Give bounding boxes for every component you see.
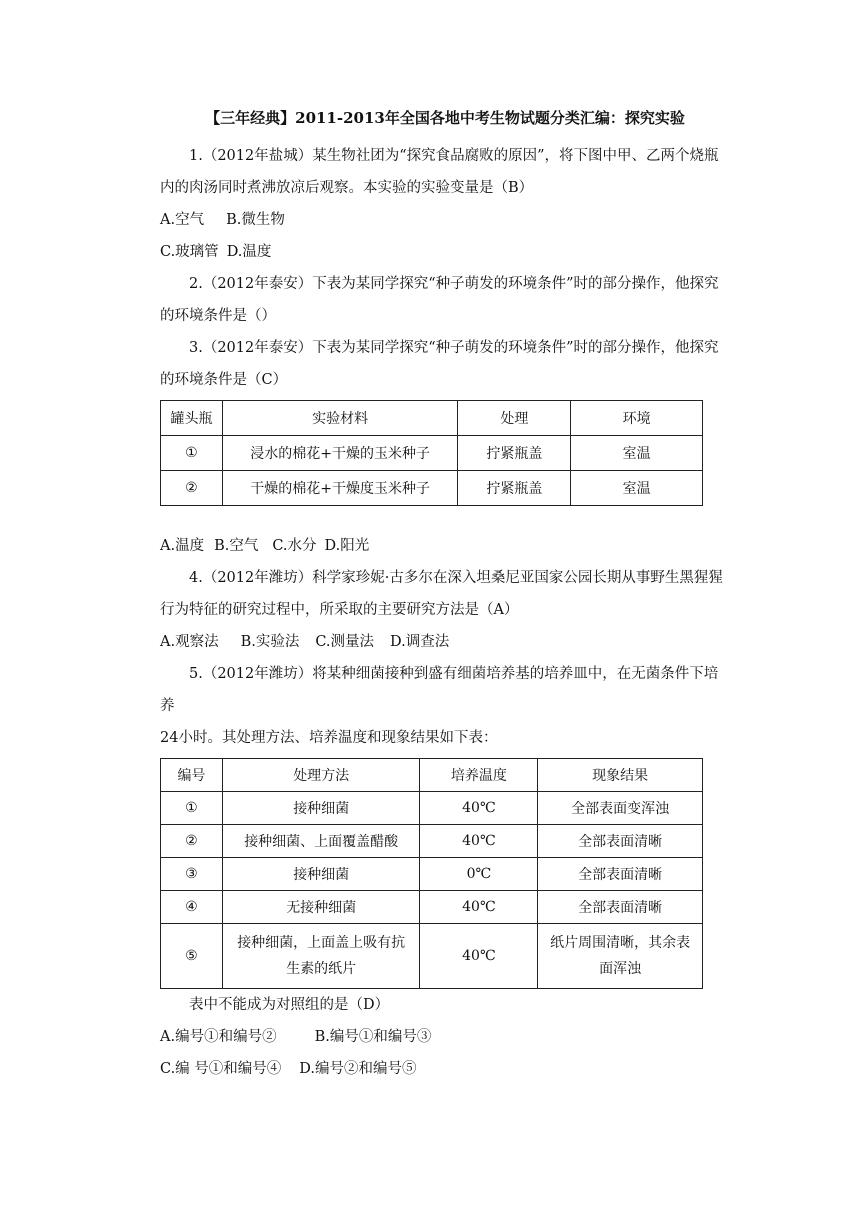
q3-stem-line1: 3.（2012年泰安）下表为某同学探究“种子萌发的环境条件”时的部分操作，他探究 (189, 340, 719, 356)
q5-options-ab (160, 1021, 730, 1053)
q1-options-cd (160, 236, 730, 268)
table-cell: 拧紧瓶盖 (458, 471, 571, 506)
q1-stem-line1: 1.（2012年盐城）某生物社团为“探究食品腐败的原因”，将下图中甲、乙两个烧瓶 (189, 148, 719, 164)
q1-option-d: D.温度 (226, 244, 272, 260)
table-cell: ③ (161, 858, 223, 891)
table-cell: 全部表面变浑浊 (538, 792, 703, 825)
table-cell: ② (161, 471, 223, 506)
table-row (161, 436, 703, 471)
document-title: 【三年经典】2011-2013年全国各地中考生物试题分类汇编：探究实验 (205, 109, 685, 127)
q3-options (160, 530, 730, 562)
table-cell: 40℃ (420, 825, 538, 858)
table-cell: ① (161, 792, 223, 825)
table-header-cell: 环境 (571, 401, 703, 436)
table-cell: ① (161, 436, 223, 471)
table-header-cell: 编号 (161, 759, 223, 792)
table-row (161, 471, 703, 506)
table-header-cell: 现象结果 (538, 759, 703, 792)
table-row (161, 891, 703, 924)
table-cell: 40℃ (420, 792, 538, 825)
q2-stem-line2: 的环境条件是（） (160, 308, 276, 324)
table-cell: 室温 (571, 471, 703, 506)
table-row (161, 792, 703, 825)
q1-options-ab (160, 204, 730, 236)
table-cell: ② (161, 825, 223, 858)
q5-question: 表中不能成为对照组的是（D） (189, 997, 390, 1013)
q2-stem-line1: 2.（2012年泰安）下表为某同学探究“种子萌发的环境条件”时的部分操作，他探究 (189, 276, 719, 292)
cell-line: 接种细菌，上面盖上吸有抗 (237, 935, 406, 951)
table-cell: 室温 (571, 436, 703, 471)
q5-option-a: A.编号①和编号② (160, 1029, 277, 1045)
q5-options-cd (160, 1053, 730, 1085)
q3-table (160, 400, 703, 506)
table-header-cell: 处理 (458, 401, 571, 436)
table-header-row (161, 759, 703, 792)
q3-option-c: C.水分 (272, 538, 317, 554)
table-cell: 浸水的棉花+干燥的玉米种子 (222, 436, 458, 471)
table-cell: 拧紧瓶盖 (458, 436, 571, 471)
table-cell (538, 924, 703, 989)
table-cell (222, 924, 420, 989)
table-cell: ④ (161, 891, 223, 924)
table-header-cell: 处理方法 (222, 759, 420, 792)
cell-line: 生素的纸片 (286, 961, 357, 977)
table-cell: 干燥的棉花+干燥度玉米种子 (222, 471, 458, 506)
table-cell: 接种细菌 (222, 792, 420, 825)
q5-option-d: D.编号②和编号⑤ (299, 1061, 417, 1077)
q5-table (160, 758, 703, 989)
table-cell: 全部表面清晰 (538, 891, 703, 924)
table-cell: 0℃ (420, 858, 538, 891)
table-cell: 无接种细菌 (222, 891, 420, 924)
table-cell: 40℃ (420, 891, 538, 924)
q1-option-b: B.微生物 (226, 212, 285, 228)
table-cell: ⑤ (161, 924, 223, 989)
q1-stem-line2: 内的肉汤同时煮沸放凉后观察。本实验的实验变量是（B） (160, 180, 534, 196)
document-content (160, 106, 730, 1085)
q3-option-d: D.阳光 (324, 538, 370, 554)
q4-stem-line1: 4.（2012年潍坊）科学家珍妮·古多尔在深入坦桑尼亚国家公园长期从事野生黑猩猩 (189, 570, 723, 586)
table-header-cell: 罐头瓶 (161, 401, 223, 436)
q4-option-c: C.测量法 (315, 634, 375, 650)
q3-stem-line2: 的环境条件是（C） (160, 372, 288, 388)
table-row (161, 924, 703, 989)
table-row (161, 858, 703, 891)
table-cell: 全部表面清晰 (538, 825, 703, 858)
q4-options (160, 626, 730, 658)
q4-option-a: A.观察法 (160, 634, 219, 650)
q4-option-d: D.调查法 (390, 634, 450, 650)
q3-option-a: A.温度 (160, 538, 205, 554)
q3-option-b: B.空气 (214, 538, 259, 554)
table-header-row (161, 401, 703, 436)
table-cell: 接种细菌 (222, 858, 420, 891)
cell-line: 面浑浊 (599, 961, 642, 977)
q5-stem-line2: 24小时。其处理方法、培养温度和现象结果如下表： (160, 730, 498, 746)
q5-option-b: B.编号①和编号③ (314, 1029, 432, 1045)
q4-option-b: B.实验法 (240, 634, 300, 650)
q1-option-a: A.空气 (160, 212, 205, 228)
table-header-cell: 培养温度 (420, 759, 538, 792)
table-cell: 接种细菌、上面覆盖醋酸 (222, 825, 420, 858)
table-cell: 全部表面清晰 (538, 858, 703, 891)
q5-stem-line1: 5.（2012年潍坊）将某种细菌接种到盛有细菌培养基的培养皿中，在无菌条件下培养 (160, 666, 719, 714)
cell-line: 纸片周围清晰，其余表 (550, 935, 691, 951)
table-cell: 40℃ (420, 924, 538, 989)
table-header-cell: 实验材料 (222, 401, 458, 436)
q5-option-c: C.编 号①和编号④ (160, 1061, 282, 1077)
table-row (161, 825, 703, 858)
q4-stem-line2: 行为特征的研究过程中，所采取的主要研究方法是（A） (160, 602, 519, 618)
q1-option-c: C.玻璃管 (160, 244, 219, 260)
